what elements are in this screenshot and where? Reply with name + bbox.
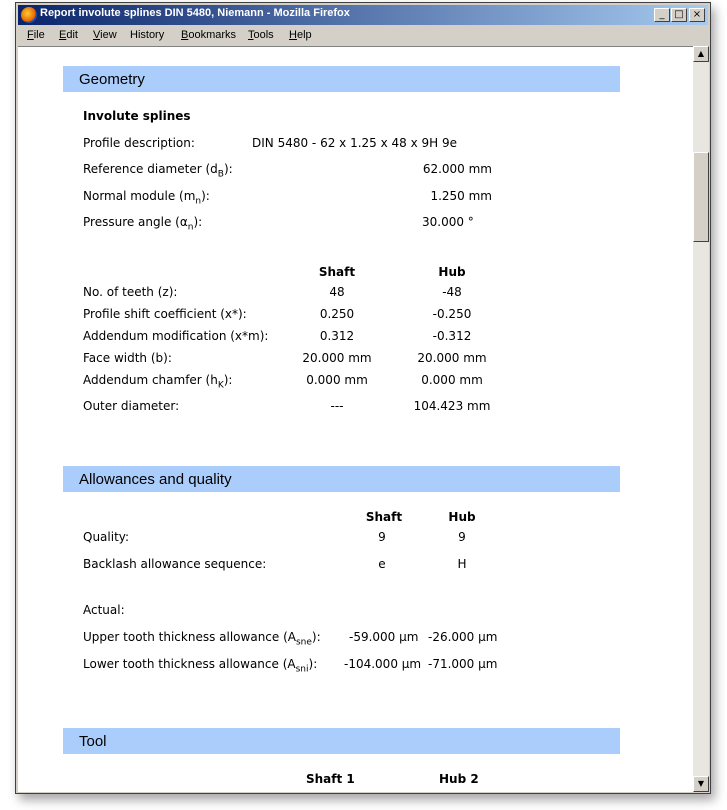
menu-tools[interactable]: Tools xyxy=(248,29,274,41)
menu-bookmarks[interactable]: Bookmarks xyxy=(181,29,237,41)
column-header-hub: Hub xyxy=(438,265,466,279)
menu-help[interactable]: Help xyxy=(289,29,312,41)
allowances-column-header-shaft: Shaft xyxy=(365,510,403,524)
section-header-tool: Tool xyxy=(63,728,620,754)
outer-diameter-shaft: --- xyxy=(330,399,344,413)
upper-allowance-shaft: -59.000 µm xyxy=(349,630,419,644)
close-button[interactable]: × xyxy=(689,8,705,22)
upper-allowance-hub: -26.000 µm xyxy=(428,630,498,644)
addendum-modification-shaft: 0.312 xyxy=(319,329,355,343)
profile-shift-shaft: 0.250 xyxy=(319,307,355,321)
profile-label: Profile description: xyxy=(83,136,195,150)
reference-diameter-label: Reference diameter $(d_B)$: xyxy=(83,162,233,180)
face-width-hub: 20.000 mm xyxy=(417,351,487,365)
pressure-angle-label: Pressure angle $(\alpha_n)$: xyxy=(83,215,203,233)
backlash-sequence-label: Backlash allowance sequence: xyxy=(83,557,267,571)
addendum-modification-hub: -0.312 xyxy=(432,329,472,343)
menu-view[interactable]: View xyxy=(93,29,117,41)
section-header-geometry: Geometry xyxy=(63,66,620,92)
allowances-column-header-hub: Hub xyxy=(448,510,476,524)
normal-module-value: 1.250 mm xyxy=(430,189,492,203)
browser-window xyxy=(15,2,711,794)
minimize-button[interactable]: _ xyxy=(654,8,670,22)
maximize-button[interactable]: □ xyxy=(671,8,687,22)
subheading-involute-splines: Involute splines xyxy=(83,109,191,123)
profile-shift-hub: -0.250 xyxy=(432,307,472,321)
tool-column-header-hub: Hub 2 xyxy=(439,772,479,786)
teeth-hub: -48 xyxy=(442,285,462,299)
outer-diameter-hub: 104.423 mm xyxy=(413,399,491,413)
scroll-up-arrow-icon[interactable]: ▲ xyxy=(693,46,709,62)
menu-edit[interactable]: Edit xyxy=(59,29,78,41)
quality-shaft: 9 xyxy=(378,530,386,544)
pressure-angle-value: 30.000 ° xyxy=(422,215,474,229)
addendum-chamfer-shaft: 0.000 mm xyxy=(306,373,368,387)
face-width-label: Face width (b): xyxy=(83,351,172,365)
addendum-modification-label: Addendum modification (x*m): xyxy=(83,329,269,343)
scroll-down-arrow-icon[interactable]: ▼ xyxy=(693,776,709,792)
firefox-logo-icon xyxy=(21,7,37,23)
lower-allowance-label: Lower tooth thickness allowance $(A_{sni})$: xyxy=(83,657,318,675)
menu-file[interactable]: File xyxy=(27,29,45,41)
outer-diameter-label: Outer diameter: xyxy=(83,399,180,413)
backlash-sequence-shaft: e xyxy=(378,557,386,571)
backlash-sequence-hub: H xyxy=(457,557,467,571)
title-bar[interactable] xyxy=(18,5,708,25)
profile-shift-label: Profile shift coefficient (x*): xyxy=(83,307,247,321)
section-header-allowances: Allowances and quality xyxy=(63,466,620,492)
page-content xyxy=(18,46,693,792)
profile-value: DIN 5480 - 62 x 1.25 x 48 x 9H 9e xyxy=(252,136,458,150)
face-width-shaft: 20.000 mm xyxy=(302,351,372,365)
tool-column-header-shaft: Shaft 1 xyxy=(306,772,355,786)
reference-diameter-value: 62.000 mm xyxy=(422,162,492,176)
scrollbar-thumb[interactable] xyxy=(693,152,709,242)
actual-label: Actual: xyxy=(83,603,125,617)
window-title: Report involute splines DIN 5480, Niemann - Mozilla Firefox xyxy=(40,7,350,19)
teeth-shaft: 48 xyxy=(329,285,345,299)
normal-module-label: Normal module $(m_n)$: xyxy=(83,189,210,207)
upper-allowance-label: Upper tooth thickness allowance $(A_{sne})$: xyxy=(83,630,321,648)
lower-allowance-hub: -71.000 µm xyxy=(428,657,498,671)
column-header-shaft: Shaft xyxy=(318,265,356,279)
menu-history[interactable]: History xyxy=(130,29,165,41)
menu-bar xyxy=(18,26,708,44)
quality-hub: 9 xyxy=(458,530,466,544)
addendum-chamfer-hub: 0.000 mm xyxy=(421,373,483,387)
lower-allowance-shaft: -104.000 µm xyxy=(344,657,422,671)
teeth-label: No. of teeth (z): xyxy=(83,285,178,299)
quality-label: Quality: xyxy=(83,530,130,544)
vertical-scrollbar[interactable] xyxy=(693,46,709,792)
addendum-chamfer-label: Addendum chamfer $(h_K)$: xyxy=(83,373,233,391)
